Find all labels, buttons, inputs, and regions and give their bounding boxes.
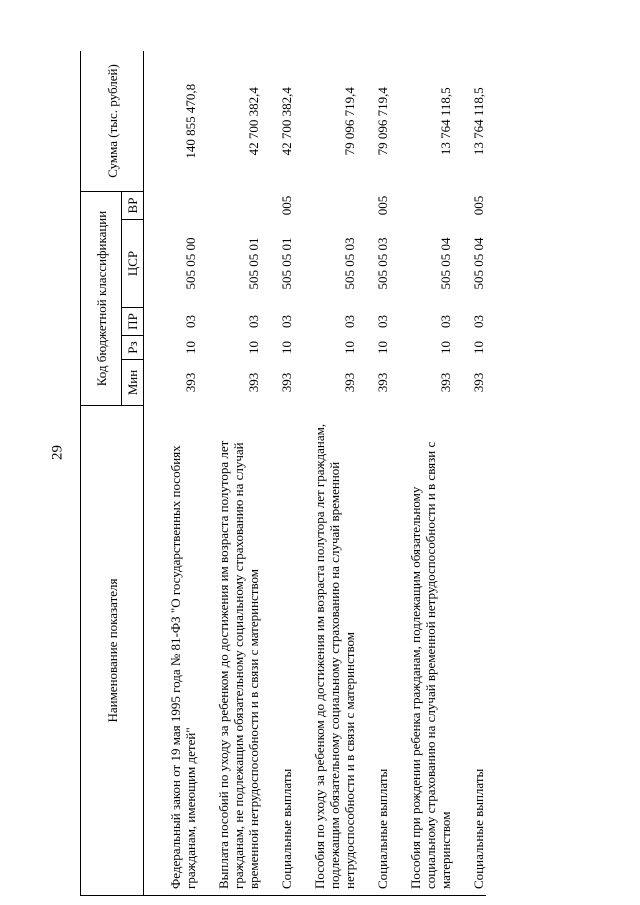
- row-vr: [390, 191, 453, 219]
- header-pr: ПР: [122, 308, 144, 336]
- header-name: Наименование показателя: [81, 406, 144, 896]
- row-name: Выплата пособий по уходу за ребенком до достижения им возраста полутора лет гражданам, не подлежащим обязательному социальному страхованию на случай временной нетрудоспособности и в связи с материнством: [198, 406, 261, 896]
- table-row: [198, 51, 261, 896]
- row-sum: 79 096 719,4: [294, 51, 357, 191]
- row-csr: 505 05 03: [375, 237, 390, 290]
- row-name: Социальные выплаты: [261, 406, 294, 896]
- row-rz: 10: [471, 341, 486, 354]
- row-vr: [144, 191, 199, 219]
- row-name: Социальные выплаты: [357, 406, 390, 896]
- header-code-group: Код бюджетной классификации: [81, 191, 122, 405]
- row-rz: 10: [342, 341, 357, 354]
- table-body: [144, 51, 487, 896]
- table-row: [357, 51, 390, 896]
- row-min: 393: [471, 372, 486, 393]
- row-name: Пособия по уходу за ребенком до достижения им возраста полутора лет гражданам, подлежащим обязательному социальному страхованию на случай временной нетрудоспособности и в связи с материнством: [294, 406, 357, 896]
- row-sum: 42 700 382,4: [198, 51, 261, 191]
- row-vr: 005: [375, 195, 390, 216]
- header-min: Мин: [122, 360, 144, 406]
- page-number: 29: [49, 445, 66, 460]
- table-row: [261, 51, 294, 896]
- row-csr: 505 05 03: [342, 237, 357, 290]
- row-name: Пособия при рождении ребенка гражданам, подлежащим обязательному социальному страхованию на случай временной нетрудоспособности и в связи с материнством: [390, 406, 453, 896]
- row-csr: 505 05 00: [183, 237, 198, 290]
- row-sum: 13 764 118,5: [390, 51, 453, 191]
- header-rz: Рз: [122, 336, 144, 360]
- header-vr: ВР: [122, 191, 144, 219]
- row-name: Федеральный закон от 19 мая 1995 года № 81-ФЗ "О государственных пособиях гражданам, имеющим детей": [144, 406, 199, 896]
- row-min: 393: [438, 372, 453, 393]
- row-vr: 005: [279, 195, 294, 216]
- row-pr: 03: [246, 315, 261, 328]
- row-sum: 79 096 719,4: [357, 51, 390, 191]
- table-row: [144, 51, 199, 896]
- header-csr: ЦСР: [122, 220, 144, 308]
- table-row: [453, 51, 486, 896]
- row-pr: 03: [342, 315, 357, 328]
- table-header: [81, 51, 144, 896]
- row-vr: 005: [471, 195, 486, 216]
- budget-table: [80, 51, 486, 896]
- table-row: [294, 51, 357, 896]
- row-sum: 13 764 118,5: [453, 51, 486, 191]
- row-pr: 03: [183, 315, 198, 328]
- header-sum: Сумма (тыс. рублей): [81, 51, 144, 191]
- row-csr: 505 05 01: [279, 237, 294, 290]
- row-min: 393: [246, 372, 261, 393]
- row-name: Социальные выплаты: [453, 406, 486, 896]
- row-pr: 03: [375, 315, 390, 328]
- row-csr: 505 05 04: [471, 237, 486, 290]
- row-min: 393: [183, 372, 198, 393]
- row-pr: 03: [471, 315, 486, 328]
- row-rz: 10: [438, 341, 453, 354]
- row-pr: 03: [438, 315, 453, 328]
- table-row: [390, 51, 453, 896]
- row-sum: 42 700 382,4: [261, 51, 294, 191]
- row-rz: 10: [246, 341, 261, 354]
- row-rz: 10: [375, 341, 390, 354]
- row-csr: 505 05 04: [438, 237, 453, 290]
- row-rz: 10: [279, 341, 294, 354]
- row-pr: 03: [279, 315, 294, 328]
- document-sheet: [80, 51, 625, 896]
- row-sum: 140 855 470,8: [144, 51, 199, 191]
- row-vr: [294, 191, 357, 219]
- row-csr: 505 05 01: [246, 237, 261, 290]
- row-vr: [198, 191, 261, 219]
- row-min: 393: [342, 372, 357, 393]
- row-min: 393: [279, 372, 294, 393]
- row-rz: 10: [183, 341, 198, 354]
- rotated-content: [80, 51, 625, 896]
- row-min: 393: [375, 372, 390, 393]
